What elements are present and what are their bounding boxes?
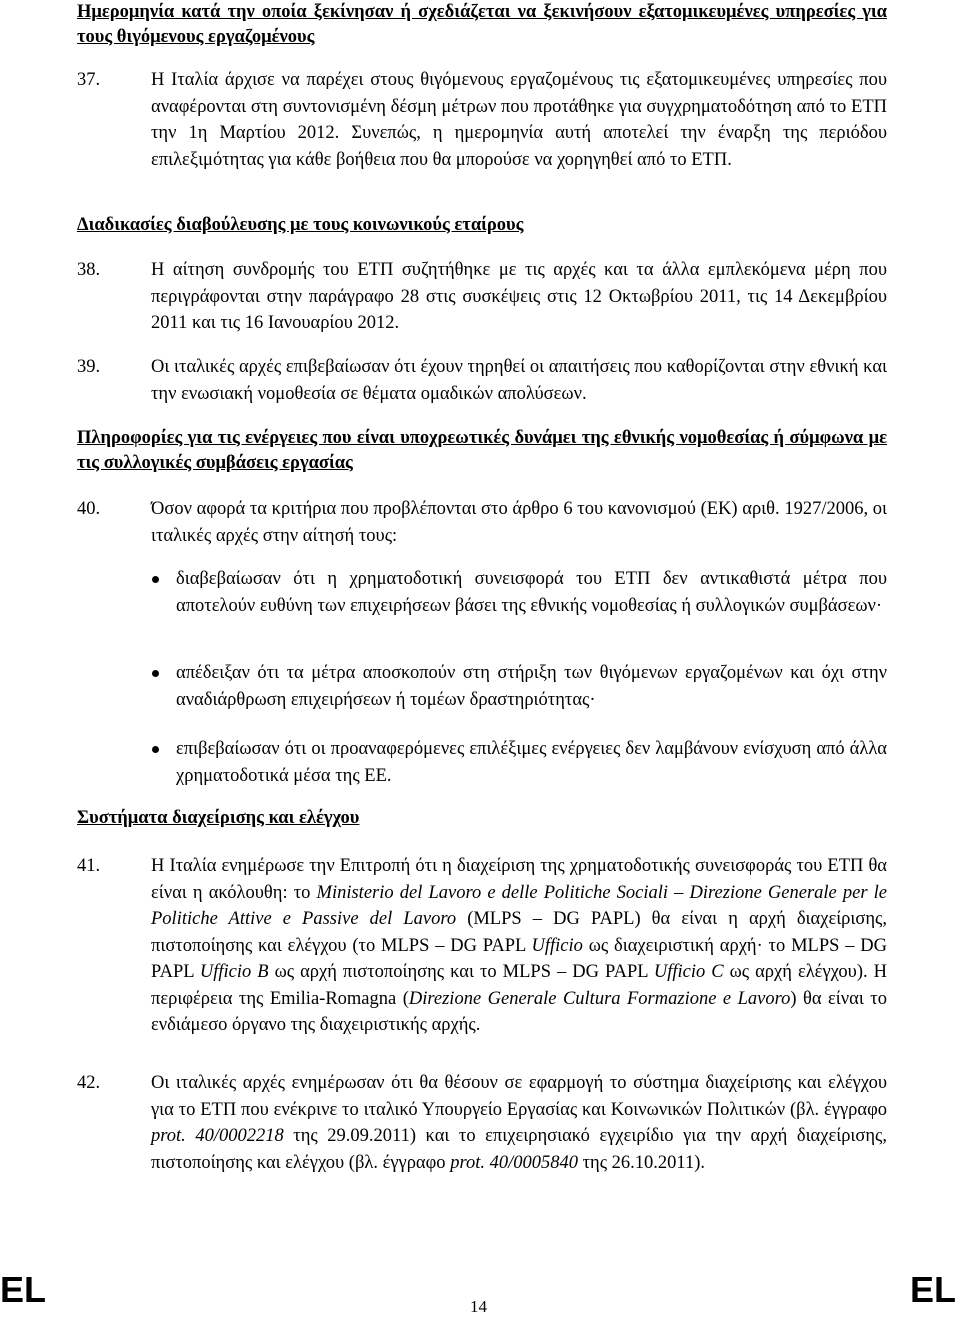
bullet-icon	[152, 576, 159, 583]
paragraph-text: Η αίτηση συνδρομής του ΕΤΠ συζητήθηκε με τις αρχές και τα άλλα εμπλεκόμενα μέρη που περιγράφονται στην παράγραφο 28 στις συσκέψεις στις 12 Οκτωβρίου 2011, τις 14 Δεκεμβρίου 2011 και τις 16 Ιανουαρίου 2012.	[151, 260, 887, 333]
bullet-icon	[152, 670, 159, 677]
paragraph-38	[77, 257, 887, 337]
list-item-text: απέδειξαν ότι τα μέτρα αποσκοπούν στη στήριξη των θιγόμενων εργαζομένων και όχι στην αναδιάρθρωση επιχειρήσεων ή τομέων δραστηριότητας·	[176, 663, 887, 710]
paragraph-number: 40.	[77, 499, 101, 519]
paragraph-text: Οι ιταλικές αρχές επιβεβαίωσαν ότι έχουν τηρηθεί οι απαιτήσεις που καθορίζονται στην εθνική και την ενωσιακή νομοθεσία σε θέματα ομαδικών απολύσεων.	[151, 357, 887, 404]
paragraph-number: 37.	[77, 70, 101, 90]
paragraph-37	[77, 67, 887, 173]
paragraph-text: Η Ιταλία άρχισε να παρέχει στους θιγόμενους εργαζομένους τις εξατομικευμένες υπηρεσίες που αναφέρονται στη συντονισμένη δέσμη μέτρων που προτάθηκε για συγχρηματοδότηση από το ΕΤΠ την 1η Μαρτίου 2012. Συνεπώς, η ημερομηνία αυτή αποτελεί την έναρξη της περιόδου επιλεξιμότητας για κάθε βοήθεια που θα μπορούσε να χορηγηθεί από το ΕΤΠ.	[151, 70, 887, 170]
paragraph-number: 38.	[77, 260, 101, 280]
list-item-text: επιβεβαίωσαν ότι οι προαναφερόμενες επιλέξιμες ενέργειες δεν λαμβάνουν ενίσχυση από άλλα χρηματοδοτικά μέσα της ΕΕ.	[176, 739, 887, 786]
list-item	[152, 736, 887, 789]
bullet-icon	[152, 746, 159, 753]
section-heading-start-date: Ημερομηνία κατά την οποία ξεκίνησαν ή σχεδιάζεται να ξεκινήσουν εξατομικευμένες υπηρεσίες για τους θιγόμενους εργαζομένους	[77, 2, 887, 47]
paragraph-40	[77, 496, 887, 549]
section-heading-consultation: Διαδικασίες διαβούλευσης με τους κοινωνικούς εταίρους	[77, 215, 524, 235]
page-number: 14	[470, 1297, 487, 1316]
paragraph-text: Η Ιταλία ενημέρωσε την Επιτροπή ότι η διαχείριση της χρηματοδοτικής συνεισφοράς του ΕΤΠ θα είναι η ακόλουθη: το Ministerio del Lavoro e delle Politiche Sociali – Direzione Generale per le Politiche Attive e Passive del Lavoro (MLPS – DG PAPL) θα είναι η αρχή διαχείρισης, πιστοποίησης και ελέγχου (το MLPS – DG PAPL Ufficio ως διαχειριστική αρχή· το MLPS – DG PAPL Ufficio B ως αρχή πιστοποίησης και το MLPS – DG PAPL Ufficio C ως αρχή ελέγχου). Η περιφέρεια της Emilia-Romagna (Direzione Generale Cultura Formazione e Lavoro) θα είναι το ενδιάμεσο όργανο της διαχειριστικής αρχής.	[151, 856, 888, 1035]
footer-language-right: EL	[909, 1269, 956, 1310]
paragraph-text: Οι ιταλικές αρχές ενημέρωσαν ότι θα θέσουν σε εφαρμογή το σύστημα διαχείρισης και ελέγχου για το ΕΤΠ που ενέκρινε το ιταλικό Υπουργείο Εργασίας και Κοινωνικών Πολιτικών (βλ. έγγραφο prot. 40/0002218 της 29.09.2011) και το επιχειρησιακό εγχειρίδιο για την αρχή διαχείρισης, πιστοποίησης και ελέγχου (βλ. έγγραφο prot. 40/0005840 της 26.10.2011).	[151, 1073, 888, 1173]
list-item	[152, 566, 887, 619]
section-heading-obligations: Πληροφορίες για τις ενέργειες που είναι υποχρεωτικές δυνάμει της εθνικής νομοθεσίας ή σύμφωνα με τις συλλογικές συμβάσεις εργασίας	[77, 428, 887, 473]
list-item-text: διαβεβαίωσαν ότι η χρηματοδοτική συνεισφορά του ΕΤΠ δεν αντικαθιστά μέτρα που αποτελούν ευθύνη των επιχειρήσεων βάσει της εθνικής νομοθεσίας ή συλλογικών συμβάσεων·	[176, 569, 887, 616]
section-heading-management: Συστήματα διαχείρισης και ελέγχου	[77, 808, 360, 828]
paragraph-number: 39.	[77, 357, 101, 377]
paragraph-41	[77, 853, 887, 1039]
footer-language-left: EL	[0, 1269, 47, 1310]
paragraph-39	[77, 354, 887, 407]
list-item	[152, 660, 887, 713]
paragraph-number: 41.	[77, 856, 101, 876]
paragraph-number: 42.	[77, 1073, 101, 1093]
paragraph-42	[77, 1070, 887, 1176]
paragraph-text: Όσον αφορά τα κριτήρια που προβλέπονται στο άρθρο 6 του κανονισμού (ΕΚ) αριθ. 1927/2006, οι ιταλικές αρχές στην αίτησή τους:	[151, 499, 887, 546]
